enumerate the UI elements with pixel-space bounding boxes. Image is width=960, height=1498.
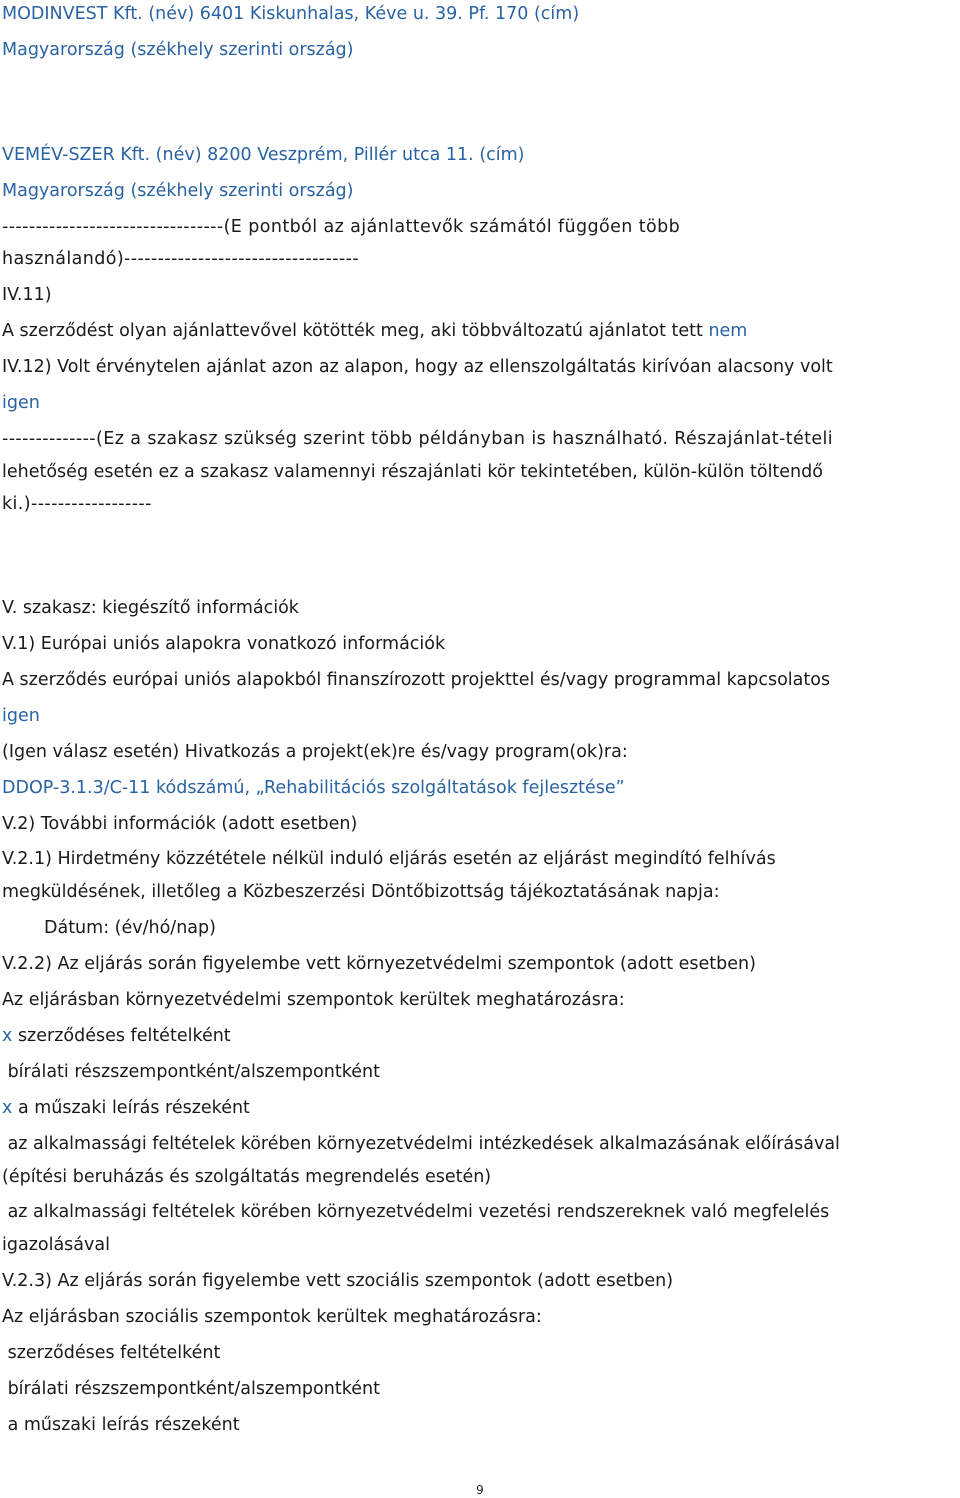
v22-item1-mark: x <box>2 1026 13 1046</box>
iv11-label: IV.11) <box>2 285 52 305</box>
iv11-line <box>2 319 747 343</box>
firm1-name-tag: (név) <box>148 4 195 24</box>
v21-line1: V.2.1) Hirdetmény közzététele nélkül induló eljárás esetén az eljárást megindító felhívás <box>2 849 776 869</box>
iv11-text: A szerződést olyan ajánlattevővel kötötték meg, aki többváltozatú ajánlatot tett <box>2 321 703 341</box>
separator2-line1: --------------(Ez a szakasz szükség szerint több példányban is használható. Részajánlat-tételi <box>2 429 834 449</box>
v22-item2 <box>2 1060 380 1084</box>
v22-item1 <box>2 1024 231 1048</box>
v22-item4-line1 <box>2 1132 840 1156</box>
v1-heading: V.1) Európai uniós alapokra vonatkozó információk <box>2 634 446 654</box>
v1-reference-label: (Igen válasz esetén) Hivatkozás a projekt(ek)re és/vagy program(ok)ra: <box>2 742 628 762</box>
v23-intro: Az eljárásban szociális szempontok kerültek meghatározásra: <box>2 1307 542 1327</box>
firm1-name: MODINVEST Kft. <box>2 4 143 24</box>
firm2-line <box>2 143 525 167</box>
v23-heading: V.2.3) Az eljárás során figyelembe vett szociális szempontok (adott esetben) <box>2 1271 674 1291</box>
firm2-address-tag: (cím) <box>479 145 525 165</box>
v22-item3-mark: x <box>2 1098 13 1118</box>
v22-item4-line2: (építési beruházás és szolgáltatás megrendelés esetén) <box>2 1167 492 1187</box>
iv12-answer: igen <box>2 393 40 413</box>
firm1-address-tag: (cím) <box>533 4 580 24</box>
country2-line <box>2 179 353 203</box>
v23-item2-text: bírálati részszempontként/alszempontként <box>7 1379 380 1399</box>
v1-reference-value: DDOP-3.1.3/C-11 kódszámú, „Rehabilitációs szolgáltatások fejlesztése” <box>2 778 625 798</box>
v23-item1-text: szerződéses feltételként <box>7 1343 221 1363</box>
v1-question: A szerződés európai uniós alapokból finanszírozott projekttel és/vagy programmal kapcsolatos <box>2 670 831 690</box>
v23-item3-text: a műszaki leírás részeként <box>7 1415 240 1435</box>
firm1-address: 6401 Kiskunhalas, Kéve u. 39. Pf. 170 <box>199 4 529 24</box>
v22-item5-line1 <box>2 1200 829 1224</box>
country1-line <box>2 38 353 62</box>
page-number: 9 <box>476 1483 484 1497</box>
v1-answer: igen <box>2 706 40 726</box>
country2: Magyarország <box>2 181 125 201</box>
v22-item3-text: a műszaki leírás részeként <box>17 1098 250 1118</box>
separator1-line2: használandó)----------------------------------- <box>2 249 360 269</box>
v22-intro: Az eljárásban környezetvédelmi szempontok kerültek meghatározásra: <box>2 990 625 1010</box>
separator1-line1: ---------------------------------(E pontból az ajánlattevők számától függően több <box>2 217 681 237</box>
country2-tag: (székhely szerinti ország) <box>130 181 354 201</box>
firm2-name: VEMÉV-SZER Kft. <box>2 145 151 165</box>
v23-item1 <box>2 1341 220 1365</box>
country1: Magyarország <box>2 40 125 60</box>
firm2-address: 8200 Veszprém, Pillér utca 11. <box>207 145 474 165</box>
v2-heading: V.2) További információk (adott esetben) <box>2 814 358 834</box>
v22-heading: V.2.2) Az eljárás során figyelembe vett környezetvédelmi szempontok (adott esetben) <box>2 954 756 974</box>
v22-item5-line2: igazolásával <box>2 1235 110 1255</box>
v22-item5-text: az alkalmassági feltételek körében környezetvédelmi vezetési rendszereknek való megfelelés <box>7 1202 830 1222</box>
iv12-text: IV.12) Volt érvénytelen ajánlat azon az alapon, hogy az ellenszolgáltatás kirívóan alacsony volt <box>2 357 833 377</box>
v22-item3 <box>2 1096 250 1120</box>
v21-date-label: Dátum: (év/hó/nap) <box>44 918 216 938</box>
separator2-line2: lehetőség esetén ez a szakasz valamennyi részajánlati kör tekintetében, külön-külön töltendő <box>2 462 823 482</box>
section-v-heading: V. szakasz: kiegészítő információk <box>2 598 299 618</box>
v23-item2 <box>2 1377 380 1401</box>
firm2-name-tag: (név) <box>155 145 202 165</box>
firm1-line <box>2 2 579 26</box>
v21-line2: megküldésének, illetőleg a Közbeszerzési Döntőbizottság tájékoztatásának napja: <box>2 882 720 902</box>
v22-item4-text: az alkalmassági feltételek körében környezetvédelmi intézkedések alkalmazásának előírásával <box>7 1134 840 1154</box>
country1-tag: (székhely szerinti ország) <box>130 40 354 60</box>
v22-item1-text: szerződéses feltételként <box>17 1026 231 1046</box>
separator2-line3: ki.)------------------ <box>2 494 152 514</box>
iv11-answer: nem <box>708 321 748 341</box>
v22-item2-text: bírálati részszempontként/alszempontként <box>7 1062 380 1082</box>
v23-item3 <box>2 1413 240 1437</box>
